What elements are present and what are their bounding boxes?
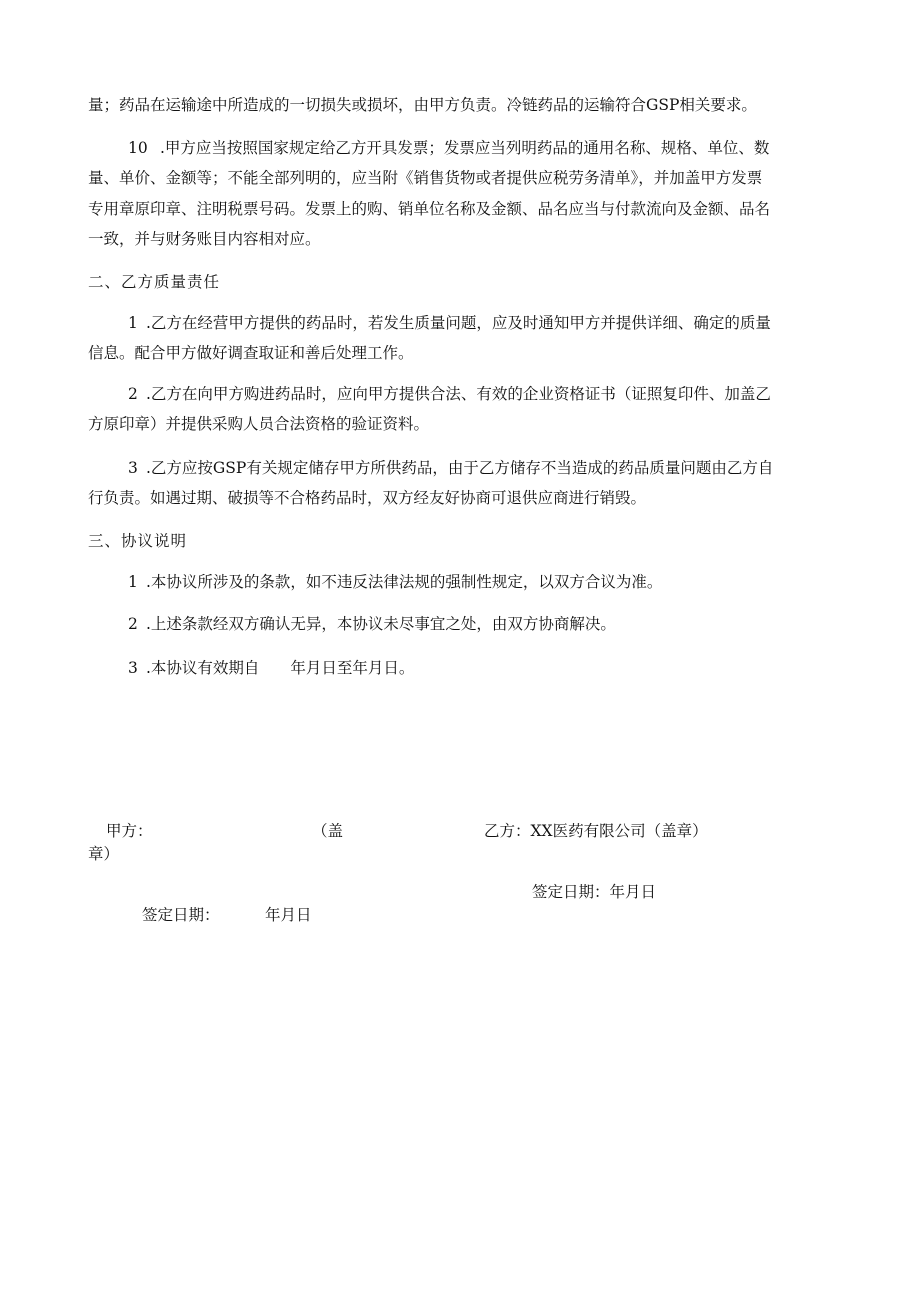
- item10-number: 10: [128, 139, 148, 157]
- section3-heading: 三、协议说明: [88, 532, 188, 550]
- item10-line-4: 一致，并与财务账目内容相对应。: [88, 230, 321, 248]
- section2-item3-line-2: 行负责。如遇过期、破损等不合格药品时，双方经友好协商可退供应商进行销毁。: [88, 489, 647, 507]
- party-a-seal-close: 章）: [88, 845, 120, 863]
- section2-item1-number: 1: [128, 314, 138, 332]
- section3-item1-number: 1: [128, 573, 138, 591]
- section2-item3-number: 3: [128, 459, 138, 477]
- party-b-label: 乙方：XX医药有限公司（盖章）: [484, 822, 708, 840]
- section2-item2-line-2: 方原印章）并提供采购人员合法资格的验证资料。: [88, 415, 430, 433]
- section3-item2-text: .上述条款经双方确认无异，本协议未尽事宜之处，由双方协商解决。: [146, 615, 616, 633]
- section3-item3-number: 3: [128, 659, 138, 677]
- item10-line-2: 量、单价、金额等；不能全部列明的，应当附《销售货物或者提供应税劳务清单》，并加盖甲方发票: [88, 169, 763, 187]
- section2-item3-line-1: .乙方应按GSP有关规定储存甲方所供药品，由于乙方储存不当造成的药品质量问题由乙方自: [146, 459, 774, 477]
- party-b-date: 签定日期：年月日: [532, 883, 657, 901]
- item10-line-3: 专用章原印章、注明税票号码。发票上的购、销单位名称及金额、品名应当与付款流向及金额、品名: [88, 200, 771, 218]
- party-a-date-value: 年月日: [265, 906, 312, 924]
- section2-item1-line-1: .乙方在经营甲方提供的药品时，若发生质量问题，应及时通知甲方并提供详细、确定的质量: [146, 314, 771, 332]
- section2-item2-line-1: .乙方在向甲方购进药品时，应向甲方提供合法、有效的企业资格证书（证照复印件、加盖乙: [146, 385, 771, 403]
- intro-tail-line: 量；药品在运输途中所造成的一切损失或损坏，由甲方负责。冷链药品的运输符合GSP相关要求。: [88, 96, 757, 114]
- party-a-seal-open: （盖: [312, 822, 344, 840]
- section2-item1-line-2: 信息。配合甲方做好调查取证和善后处理工作。: [88, 344, 414, 362]
- section3-item2-number: 2: [128, 615, 138, 633]
- section2-item2-number: 2: [128, 385, 138, 403]
- party-a-label: 甲方：: [106, 822, 153, 840]
- section3-item1-text: .本协议所涉及的条款，如不违反法律法规的强制性规定，以双方合议为准。: [146, 573, 663, 591]
- item10-line-1: .甲方应当按照国家规定给乙方开具发票；发票应当列明药品的通用名称、规格、单位、数: [160, 139, 770, 157]
- section2-heading: 二、乙方质量责任: [88, 273, 221, 291]
- section3-item3-text: .本协议有效期自 年月日至年月日。: [146, 659, 415, 677]
- party-a-date-label: 签定日期：: [142, 906, 220, 924]
